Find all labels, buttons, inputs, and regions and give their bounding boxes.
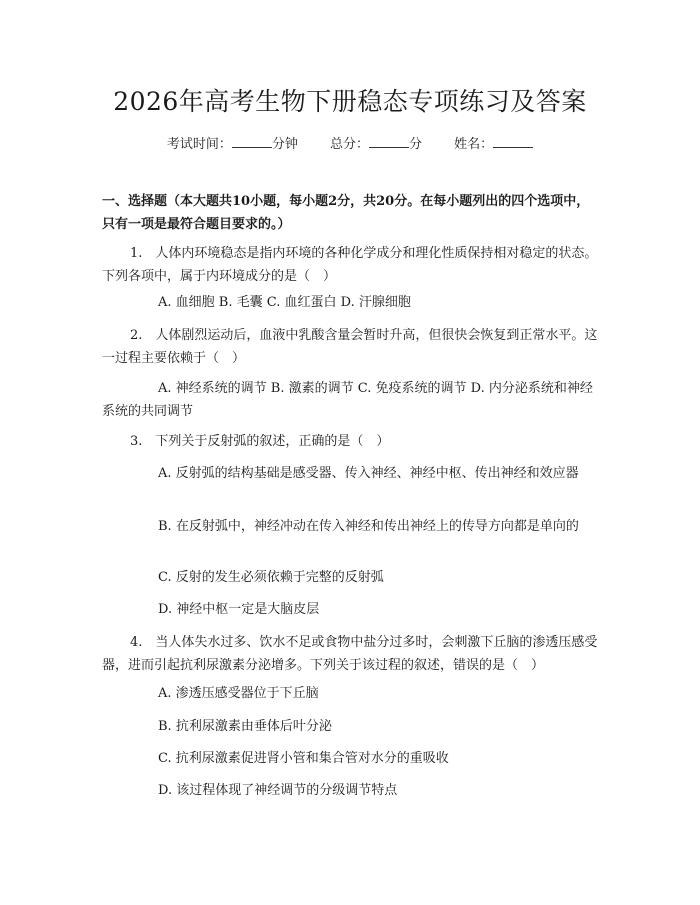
page-title: 2026年高考生物下册稳态专项练习及答案: [113, 87, 587, 116]
question-1-stem: 1. 人体内环境稳态是指内环境的各种化学成分和理化性质保持相对稳定的状态。下列各项中，属于内环境成分的是（ ）: [102, 246, 598, 284]
score-unit: 分: [409, 137, 423, 152]
time-unit: 分钟: [271, 137, 298, 152]
question-3-option-b: B. 在反射弧中，神经冲动在传入神经和传出神经上的传导方向都是单向的: [158, 519, 579, 534]
name-blank[interactable]: [493, 135, 533, 148]
question-3-stem: 3. 下列关于反射弧的叙述，正确的是（ ）: [130, 434, 390, 449]
exam-info-line: [0, 133, 700, 152]
name-label: 姓名：: [454, 137, 494, 152]
question-2-options: A. 神经系统的调节 B. 激素的调节 C. 免疫系统的调节 D. 内分泌系统和神经系统的共同调节: [102, 381, 593, 419]
question-4-option-b: B. 抗利尿激素由垂体后叶分泌: [158, 719, 332, 734]
score-field: [330, 137, 426, 152]
time-field: [167, 137, 302, 152]
question-3-option-c: C. 反射的发生必须依赖于完整的反射弧: [158, 570, 384, 585]
question-3-option-d: D. 神经中枢一定是大脑皮层: [158, 602, 320, 617]
question-4-option-a: A. 渗透压感受器位于下丘脑: [158, 686, 319, 701]
score-label: 总分：: [329, 137, 369, 152]
question-4-option-d: D. 该过程体现了神经调节的分级调节特点: [158, 783, 398, 798]
question-2-stem: 2. 人体剧烈运动后，血液中乳酸含量会暂时升高，但很快会恢复到正常水平。这一过程主要依赖于（ ）: [102, 328, 598, 366]
question-1-options: A. 血细胞 B. 毛囊 C. 血红蛋白 D. 汗腺细胞: [158, 295, 411, 310]
question-4-stem: 4. 当人体失水过多、饮水不足或食物中盐分过多时，会刺激下丘脑的渗透压感受器，进而引起抗利尿激素分泌增多。下列关于该过程的叙述，错误的是（ ）: [102, 635, 598, 673]
score-blank[interactable]: [369, 135, 409, 148]
time-blank[interactable]: [232, 135, 272, 148]
name-field: [454, 137, 533, 152]
question-3-option-a: A. 反射弧的结构基础是感受器、传入神经、神经中枢、传出神经和效应器: [158, 466, 579, 481]
section-heading: 一、选择题（本大题共10小题，每小题2分，共20分。在每小题列出的四个选项中，只有一项是最符合题目要求的。）: [102, 194, 590, 232]
question-4-option-c: C. 抗利尿激素促进肾小管和集合管对水分的重吸收: [158, 751, 449, 766]
time-label: 考试时间：: [166, 137, 232, 152]
